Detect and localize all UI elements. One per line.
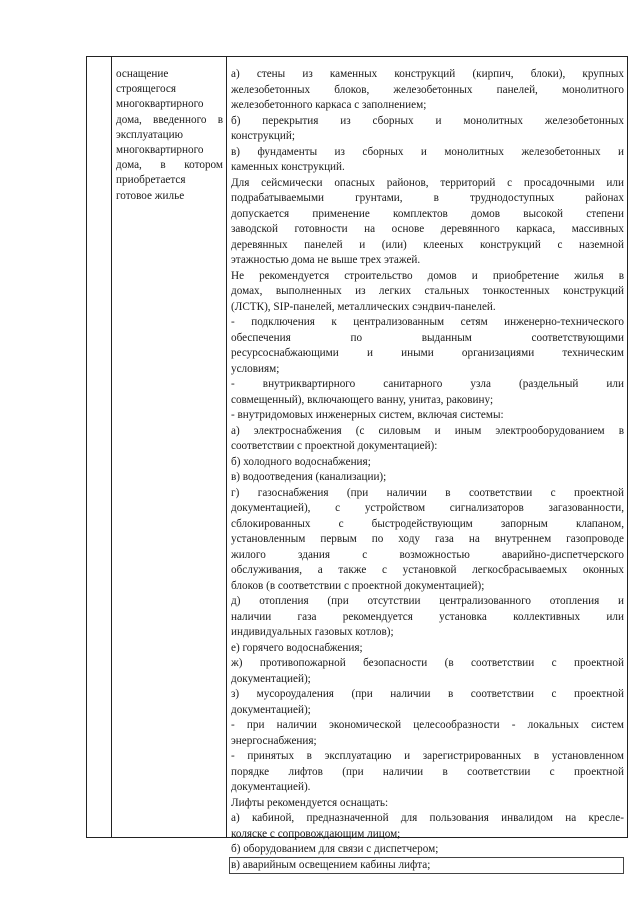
requirement-line: соответствии с проектной документацией): [231,440,438,452]
requirement-line: в) водоотведения (канализации); [231,471,387,483]
requirement-line: жилого здания с возможностью аварийно-диспетчерского [231,548,624,561]
subject-line: многоквартирного [116,144,204,157]
requirements-text [227,57,627,871]
requirement-line: обеспечения по выданным соответствующими [231,331,624,344]
requirement-line: сблокированных с быстродействующим запорным клапаном, [231,517,624,530]
requirement-line: ресурсоснабжающими и иными организациями техническим [231,347,624,359]
requirement-line: железобетонных блоков, железобетонных панелей, монолитного [231,83,624,96]
requirement-line: - принятых в эксплуатацию и зарегистрированных в установленном [231,750,624,762]
requirement-line: индивидуальных газовых котлов); [231,626,394,638]
requirement-line: документацией); [231,672,311,685]
requirement-line: ж) противопожарной безопасности (в соответствии с проектной [231,657,624,669]
subject-line: эксплуатацию [116,128,183,141]
requirement-line: д) отопления (при отсутствии централизованного отопления и [231,595,624,607]
requirement-line: - при наличии экономической целесообразности - локальных систем [231,719,624,731]
requirement-line: условиям; [231,362,280,375]
requirement-line: энергоснабжения; [231,734,317,747]
requirement-line: в) аварийным освещением кабины лифта; [229,857,624,875]
subject-cell [112,57,227,838]
requirement-line: з) мусороудаления (при наличии в соответствии с проектной [231,688,624,700]
requirement-line: деревянных панелей и (или) клееных конструкций с наземной [231,238,624,251]
requirement-line: - подключения к централизованным сетям инженерно-технического [231,316,624,328]
requirement-line: блоков (в соответствии с проектной документацией); [231,579,485,592]
table-row [87,57,628,838]
requirement-line: - внутриквартирного санитарного узла (раздельный или [231,378,624,390]
subject-line: дома, введенного в [116,113,223,126]
requirement-line: Для сейсмически опасных районов, территорий с просадочными или [231,176,624,189]
requirement-line: установленным первым по ходу газа на внутреннем газопроводе [231,533,624,545]
requirement-line: Не рекомендуется строительство домов и приобретение жилья в [231,269,624,282]
requirement-line: - внутридомовых инженерных систем, включая системы: [231,409,504,421]
requirement-line: железобетонного каркаса с заполнением; [231,99,427,111]
requirements-table [86,56,628,871]
requirement-line: а) электроснабжения (с силовым и иным электрооборудованием в [231,424,624,437]
requirements-cell [227,57,628,871]
subject-line: оснащение [116,68,169,80]
subject-line: дома, в котором [116,159,223,172]
subject-text [112,57,226,204]
requirement-line: г) газоснабжения (при наличии в соответствии с проектной [231,486,624,499]
requirement-line: в) фундаменты из сборных и монолитных железобетонных и [231,145,624,158]
requirement-line: совмещенный), включающего ванну, унитаз, раковину; [231,393,494,406]
requirement-line: этажностью дома не выше трех этажей. [231,254,421,266]
requirement-line: обслуживания, а также с установкой легкосбрасываемых оконных [231,564,624,576]
requirement-line: подрабатываемыми грунтами, в труднодоступных районах [231,192,624,204]
requirement-line: документацией), с устройством сигнализаторов загазованности, [231,502,624,514]
requirement-line: а) стены из каменных конструкций (кирпич, блоки), крупных [231,68,624,80]
requirement-line: каменных конструкций. [231,161,345,173]
requirement-line: порядке лифтов (при наличии в соответствии с проектной [231,765,624,778]
requirement-line: (ЛСТК), SIP-панелей, металлических сэндвич-панелей. [231,300,496,313]
requirement-line: наличии газа рекомендуется установка коллективных или [231,610,624,623]
number-cell [87,57,112,838]
subject-line: многоквартирного [116,98,204,111]
requirement-line: е) горячего водоснабжения; [231,641,363,654]
requirement-line: б) перекрытия из сборных и монолитных железобетонных [231,114,624,127]
requirement-line: заводской готовности на основе деревянного каркаса, массивных [231,223,624,235]
subject-line: строящегося [116,83,176,96]
subject-line: приобретается [116,174,186,187]
requirement-line: документацией). [231,781,311,793]
requirement-line: документацией); [231,703,311,716]
requirement-line: коляске с сопровождающим лицом; [231,827,401,840]
requirement-line: конструкций; [231,130,295,142]
requirement-line: домах, выполненных из легких стальных тонкостенных конструкций [231,285,624,297]
requirement-line: допускается применение комплектов домов высокой степени [231,207,624,220]
requirement-line: б) оборудованием для связи с диспетчером; [231,843,439,855]
requirement-line: а) кабиной, предназначенной для пользования инвалидом на кресле- [231,812,624,824]
requirement-line: Лифты рекомендуется оснащать: [231,796,389,809]
requirement-line: б) холодного водоснабжения; [231,455,371,468]
subject-line: готовое жилье [116,189,185,202]
